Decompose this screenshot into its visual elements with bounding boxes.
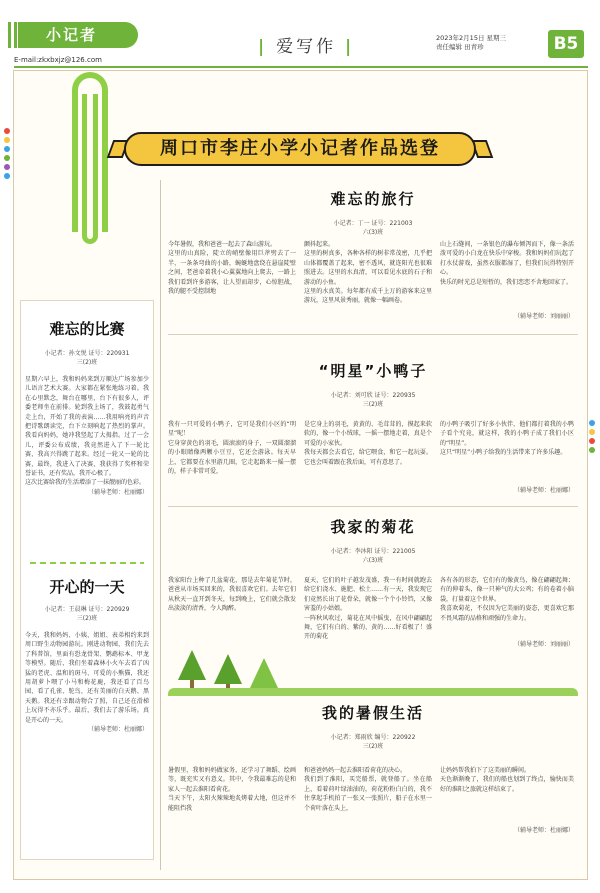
tree-icon [178,650,206,680]
section-label: 爱写作 [276,37,337,57]
article-title: 我家的菊花 [330,518,416,536]
article-teacher: （辅导老师：杜丽娜） [87,726,148,734]
article-byline: 小记者：王晨琳 证号：220929 [44,606,130,613]
email-address: E-mail:zkxbxjz@126.com [14,56,102,64]
article-class: 三(2)班 [76,615,98,622]
article-byline: 小记者：丁一 证号：221003 [333,220,413,227]
article-byline: 小记者：郑雨欣 编号：220922 [330,734,416,741]
article-body-col3: 让妈妈帮我拍下了这美丽的瞬间。 天色渐渐晚了，我们的船也划到了终点，愉快而美好的淮阳之旅就这样结束了。 [440,767,574,793]
article-memorable-trip [166,188,580,237]
editor-credit: 责任编辑 田青珍 [436,43,484,51]
article-class: 三(2)班 [362,401,384,408]
article-body: 星期六早上，我和妈妈来到万顺达广场参加少儿语言艺术大赛。大家都在紧张地练习着。我在心里默念，舞台在哪里，台下有很多人，评委老师坐在前排。轮到我上场了，我鼓起勇气走上台，开始了我的表演……我用响亮的声音把诗歌朗读完，台下立刻响起了热烈的掌声。我看向妈妈，她冲我竖起了大拇指。过了一会儿，评委公布成绩，我竟然进入了下一轮比赛，我高兴得跳了起来。经过一轮又一轮的比赛，最终，我进入了决赛，我获得了奖杯和荣誉证书，还有奖品，我开心极了。 这次比赛给我的生活增添了一抹靓丽的色彩。 [25,376,149,487]
article-class: 三(2)班 [76,359,98,366]
article-class: 六(3)班 [362,557,384,564]
article-body-col2: 和爸爸妈妈一起去淮阳看荷花的决心。 我们到了淮阳，买完船票，就登船了。坐在船上，看着荷叶绿油油的，荷花粉粉白白的，我不住拿起手机拍了一张又一张照片，船子在水里一个荷叶落在头上， [304,767,432,812]
article-summer-life [166,702,580,751]
article-star-duckling [166,360,580,409]
decor-dots-right [589,420,597,456]
article-body-col3: 的小鸭子吸引了好多小伙伴，他们都打着我的小鸭子看个究竟，就这样，我的小鸭子成了我们小区的“明星”。 这只“明星”小鸭子给我的生活带来了许多乐趣。 [440,421,574,457]
article-chrysanthemum [166,516,580,565]
tree-icon [250,658,278,688]
article-byline: 小记者：孙文悦 证号：220931 [44,350,130,357]
article-body: 今天，我和妈妈、小姨、姐姐、表弟相约来到周口野生动物园游玩。刚进动物园，我们先去了科普馆，里面有恐龙骨架、鹦鹉标本、甲龙等模型。随后，我们坐着森林小火车去看了凶猛的老虎、温和的斑马、可爱的小熊猫，我还用胡萝卜喂了小马和梅花鹿，我还看了百鸟园，看了孔雀、鸵鸟，还有美丽的白天鹅、黑天鹅。我还有幸跟动物合了照，自己还在滑梯上玩得不亦乐乎。最后，我们去了游乐场。真是开心的一天。 [25,632,149,724]
article-class: 六(3)班 [362,229,384,236]
article-title: “明星”小鸭子 [318,362,428,380]
article-body-col3: 山上石缝间，一条银色的瀑布倾泻而下，像一条活泼可爱的小白龙在快乐中穿梭。我和妈妈们玩起了打水仗游戏，虽然衣服都湿了，但我们玩得特别开心。 快乐的时光总是短暂的，我们恋恋不舍地回家了。 [440,241,574,286]
section-title: | 爱写作 | [258,37,355,57]
divider [168,506,578,507]
article-byline: 小记者：李沐阳 证号：221005 [330,548,416,555]
article-body-col2: 是它身上的羽毛，黄黄的、毛茸茸的，摸起来软软的，像一个小绒球，一摇一摆地走着，真是个可爱的小家伙。 我每天都会去看它，给它喂食，和它一起玩耍。它也会叫着跟在我后面，可有意思了。 [304,421,432,466]
divider [168,334,578,335]
decor-dots-left [4,128,12,182]
dateline [436,34,506,52]
column-rule [160,180,161,870]
brand-logo: 小记者 [18,22,138,48]
article-body-col1: 我有一只可爱的小鸭子，它可是我们小区的“明星”呢！ 它身穿黄色的羽毛，圆滚滚的身子，一双圆溜溜的小眼睛像两颗小豆豆，它还会游泳。每天早上，它都要在水里游几圈，它走起路来一摇一摆的，样子非常可爱， [168,421,296,476]
tree-decoration [170,650,290,690]
article-body-col1: 我家阳台上种了几盆菊花，那是去年菊花节时，爸爸从市场买回来的，我很喜欢它们。去年它们从秋天一直开到冬天，每到晚上，它们就会散发出淡淡的清香，令人陶醉。 [168,577,296,613]
article-class: 三(2)班 [362,743,384,750]
article-body-col2: 夏天，它们的叶子越发茂盛，我一有时间就跑去给它们浇水、施肥、松土……有一天，我发现它们竟然长出了花骨朵，就像一个个小铃铛，又像害羞的小姑娘。 一阵秋风吹过，菊花在风中摇曳，在风中翩翩起舞，它们有白的、紫的、黄的……好看极了！盛开的菊花 [304,577,432,641]
top-divider [14,66,588,68]
article-body-col1: 今年暑假，我和爸爸一起去了森山游玩。 这里的山真险，陡立的峭壁像用巨斧劈去了一半，一条条弯曲的小路，蜿蜒地盘绕在悬崖陡壁之间，老爸牵着我小心翼翼地向上爬去，一路上我们看到许多游客，让人望而却步，心惊胆战，我的腿不受控制地 [168,241,296,296]
grass-strip [168,688,578,696]
tree-trunk [190,680,194,688]
article-title: 开心的一天 [49,578,125,596]
issue-date: 2023年2月15日 星期三 [436,34,507,42]
article-difficult-contest [22,318,152,497]
article-title: 难忘的比赛 [49,320,125,338]
article-body-col1: 暑假里，我和妈妈做家务，还学习了舞蹈、绘画等，既充实又有意义。其中，令我最难忘的是和家人一起去淮阳看荷花。 当天下午，太阳火辣辣地炙烤着大地，但这并不能阻挡我 [168,767,296,812]
article-teacher: （辅导老师：杜丽娜） [513,827,574,834]
article-byline: 小记者：刘可欣 证号：220935 [330,392,416,399]
article-teacher: （辅导老师：杜丽娜） [513,487,574,494]
article-title: 难忘的旅行 [330,190,416,208]
article-happy-day [22,576,152,734]
paperclip-inner-icon [82,94,98,244]
article-body-col2: 颤抖起来。 这里的树真多，各种各样的树非常茂密，几乎把山体都覆盖了起来，密不透风，就连阳光也很难照进去。这里的水真清，可以看见水底的石子和游动的小鱼。 这里的水真美。每年都有成千上万的游客来这里游玩，这里风景秀丽，就像一幅画卷。 [304,241,432,305]
page-number: B5 [548,30,584,58]
left-divider [30,562,144,564]
article-teacher: （辅导老师：刘丽丽） [513,313,574,320]
article-teacher: （辅导老师：杜丽娜） [87,488,148,496]
article-body-col3: 各有各的形态，它们有的像黄鸟，像在翩翩起舞；有的伸着头，像一只神气的大公鸡；有的卷着小脑袋，打量着这个世界。 我喜欢菊花，不仅因为它美丽的姿态，更喜欢它那不畏风霜的品格和顽强的生命力。 [440,577,574,622]
feature-banner: 周口市李庄小学小记者作品选登 [124,132,476,166]
article-teacher: （辅导老师：刘丽丽） [513,641,574,648]
tree-icon [214,654,242,684]
article-title: 我的暑假生活 [321,704,424,722]
